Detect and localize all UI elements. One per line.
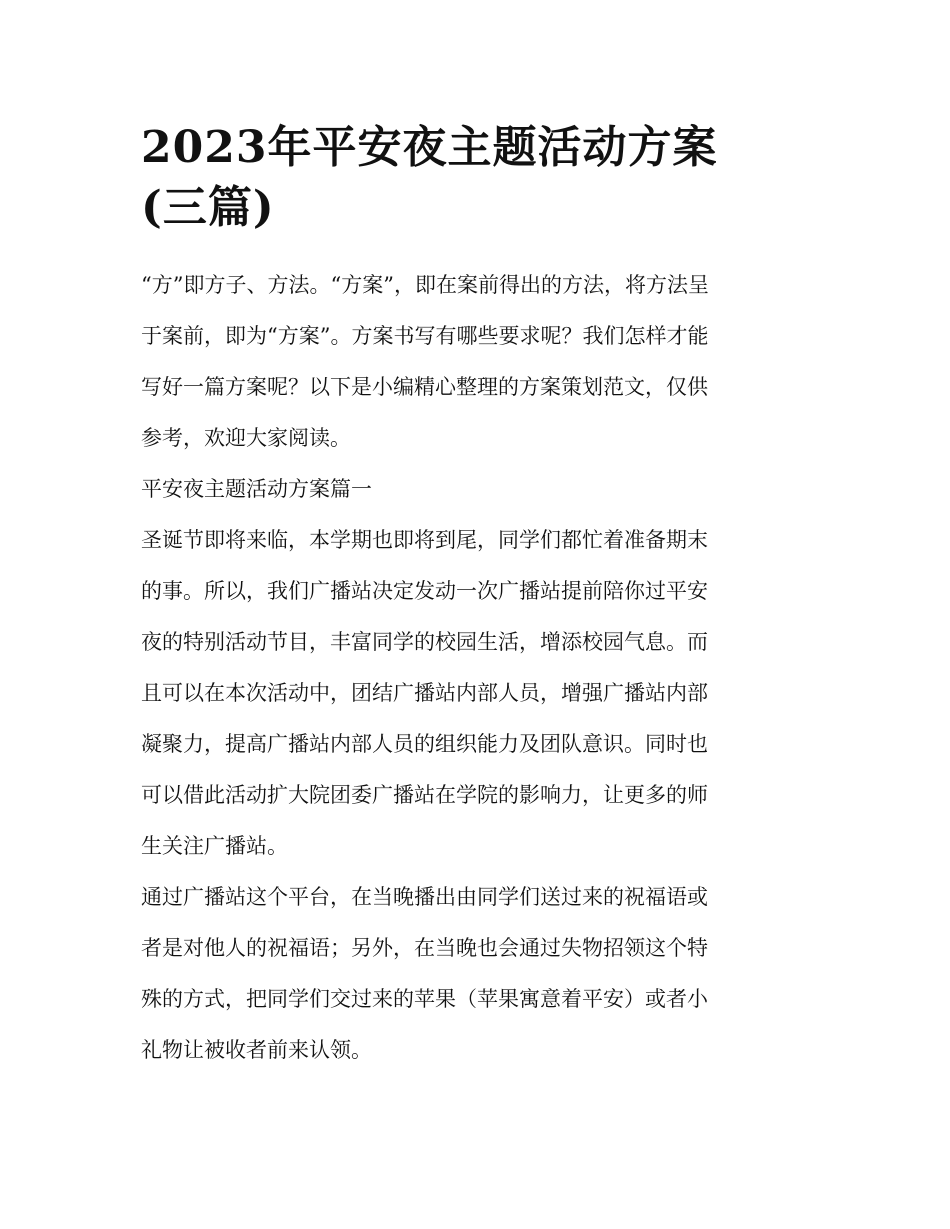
text-line: 凝聚力，提高广播站内部人员的组织能力及团队意识。同时也 bbox=[141, 732, 708, 756]
text-line: 可以借此活动扩大院团委广播站在学院的影响力，让更多的师 bbox=[141, 783, 708, 807]
section-heading: 平安夜主题活动方案篇一 bbox=[141, 477, 372, 501]
text-line: 的事。所以，我们广播站决定发动一次广播站提前陪你过平安 bbox=[141, 579, 708, 603]
text-line: 圣诞节即将来临，本学期也即将到尾，同学们都忙着准备期末 bbox=[141, 528, 708, 552]
text-line: 写好一篇方案呢？以下是小编精心整理的方案策划范文，仅供 bbox=[141, 375, 708, 399]
body-paragraph-2 bbox=[141, 872, 813, 1076]
text-line: “方”即方子、方法。“方案”，即在案前得出的方法，将方法呈 bbox=[141, 273, 709, 297]
text-line: 夜的特别活动节目，丰富同学的校园生活，增添校园气息。而 bbox=[141, 630, 708, 654]
text-line: 者是对他人的祝福语；另外，在当晚也会通过失物招领这个特 bbox=[141, 936, 708, 960]
title-line: (三篇) bbox=[141, 182, 275, 233]
intro-paragraph bbox=[141, 260, 813, 464]
text-line: 礼物让被收者前来认领。 bbox=[141, 1038, 372, 1062]
document-title bbox=[141, 118, 813, 238]
text-line: 通过广播站这个平台，在当晚播出由同学们送过来的祝福语或 bbox=[141, 885, 708, 909]
text-line: 参考，欢迎大家阅读。 bbox=[141, 426, 351, 450]
body-paragraph-1 bbox=[141, 515, 813, 872]
text-line: 殊的方式，把同学们交过来的苹果（苹果寓意着平安）或者小 bbox=[141, 987, 708, 1011]
text-line: 且可以在本次活动中，团结广播站内部人员，增强广播站内部 bbox=[141, 681, 708, 705]
document-content bbox=[141, 118, 813, 1076]
title-line: 2023年平安夜主题活动方案 bbox=[141, 122, 718, 173]
text-line: 生关注广播站。 bbox=[141, 834, 288, 858]
text-line: 于案前，即为“方案”。方案书写有哪些要求呢？我们怎样才能 bbox=[141, 324, 709, 348]
